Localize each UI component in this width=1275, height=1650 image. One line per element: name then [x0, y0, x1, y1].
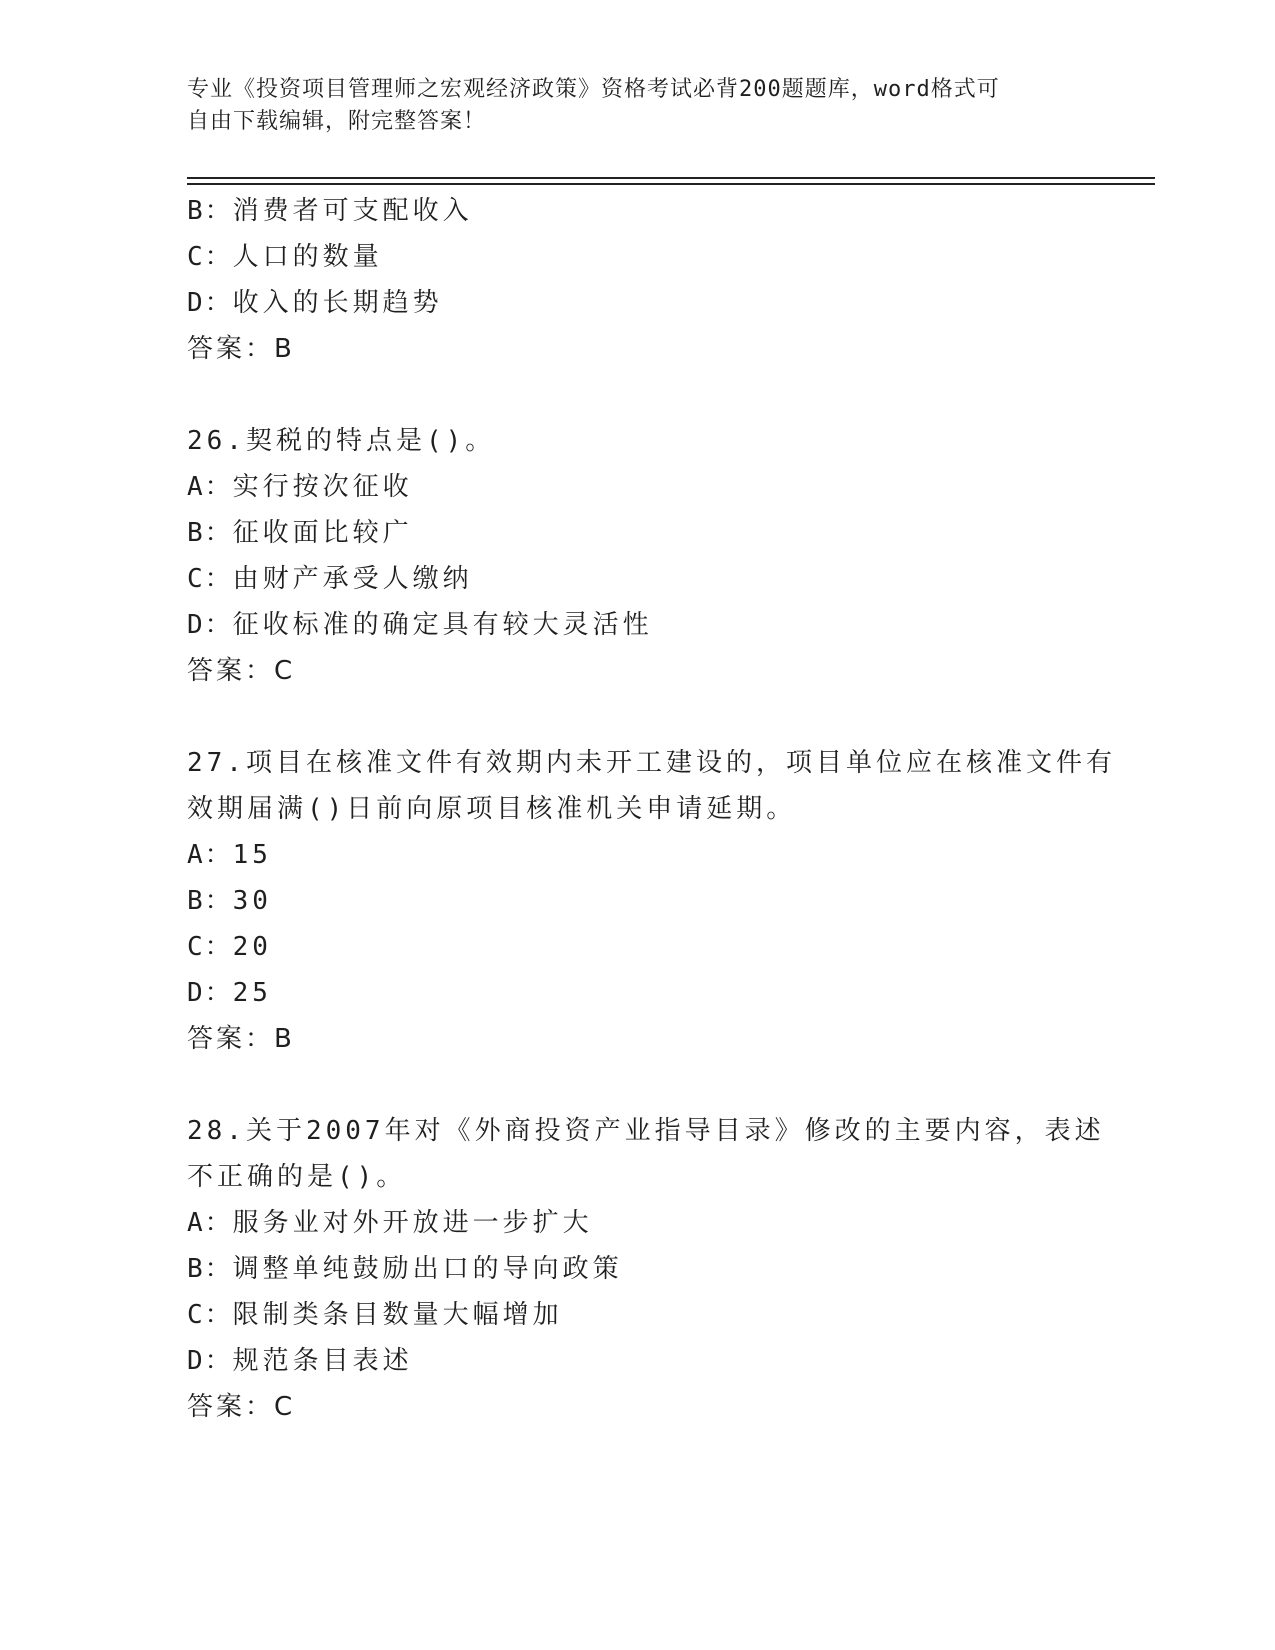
option-text: 收入的长期趋势	[232, 288, 443, 318]
option-label: D：	[187, 288, 233, 318]
question-28	[187, 1108, 1105, 1430]
option-d	[187, 602, 1087, 648]
option-label: B：	[187, 518, 233, 548]
option-b	[187, 510, 1087, 556]
option-text: 征收标准的确定具有较大灵活性	[232, 610, 653, 640]
answer-line: 答案：C	[187, 1392, 296, 1422]
option-b	[187, 878, 1087, 924]
option-text: 20	[232, 932, 272, 962]
option-label: D：	[187, 610, 233, 640]
spacer	[187, 694, 1087, 740]
question-stem-continued: 不正确的是()。	[187, 1162, 407, 1192]
option-label: A：	[187, 1208, 233, 1238]
header-divider-top	[187, 177, 1155, 179]
option-c	[187, 234, 1087, 280]
option-text: 实行按次征收	[232, 472, 413, 502]
question-stem: 27.项目在核准文件有效期内未开工建设的，项目单位应在核准文件有	[187, 748, 1116, 778]
question-stem-continued: 效期届满()日前向原项目核准机关申请延期。	[187, 794, 797, 824]
option-text: 服务业对外开放进一步扩大	[232, 1208, 593, 1238]
option-text: 调整单纯鼓励出口的导向政策	[232, 1254, 623, 1284]
option-text: 25	[232, 978, 272, 1008]
option-text: 由财产承受人缴纳	[232, 564, 473, 594]
option-c	[187, 924, 1087, 970]
option-label: D：	[187, 1346, 233, 1376]
option-text: 30	[232, 886, 272, 916]
option-c	[187, 556, 1087, 602]
option-a	[187, 464, 1087, 510]
option-text: 规范条目表述	[232, 1346, 413, 1376]
question-stem: 26.契税的特点是()。	[187, 426, 496, 456]
option-label: C：	[187, 1300, 233, 1330]
option-text: 征收面比较广	[232, 518, 413, 548]
header-line-2: 自由下载编辑，附完整答案！	[187, 109, 487, 134]
option-d	[187, 970, 1087, 1016]
option-a	[187, 1200, 1087, 1246]
header-line-1: 专业《投资项目管理师之宏观经济政策》资格考试必背200题题库，word格式可	[187, 77, 1000, 102]
spacer	[187, 1062, 1087, 1108]
spacer	[187, 372, 1087, 418]
option-label: D：	[187, 978, 233, 1008]
option-label: B：	[187, 1254, 233, 1284]
question-25-tail	[187, 188, 1087, 372]
answer-line: 答案：B	[187, 1024, 295, 1054]
option-b	[187, 1246, 1087, 1292]
option-label: B：	[187, 196, 233, 226]
option-text: 15	[232, 840, 272, 870]
option-text: 消费者可支配收入	[232, 196, 473, 226]
option-label: C：	[187, 932, 233, 962]
option-text: 限制类条目数量大幅增加	[232, 1300, 563, 1330]
option-label: B：	[187, 886, 233, 916]
option-c	[187, 1292, 1087, 1338]
question-list	[187, 188, 1116, 1430]
answer-line: 答案：B	[187, 334, 295, 364]
question-27	[187, 740, 1116, 1062]
question-stem: 28.关于2007年对《外商投资产业指导目录》修改的主要内容，表述	[187, 1116, 1105, 1146]
option-label: A：	[187, 840, 233, 870]
option-d	[187, 280, 1087, 326]
option-text: 人口的数量	[232, 242, 383, 272]
answer-line: 答案：C	[187, 656, 296, 686]
option-label: A：	[187, 472, 233, 502]
question-26	[187, 418, 1087, 694]
option-label: C：	[187, 564, 233, 594]
header-divider-bottom	[187, 183, 1155, 185]
option-label: C：	[187, 242, 233, 272]
document-header	[187, 74, 1087, 138]
option-d	[187, 1338, 1087, 1384]
option-b	[187, 188, 1087, 234]
option-a	[187, 832, 1087, 878]
